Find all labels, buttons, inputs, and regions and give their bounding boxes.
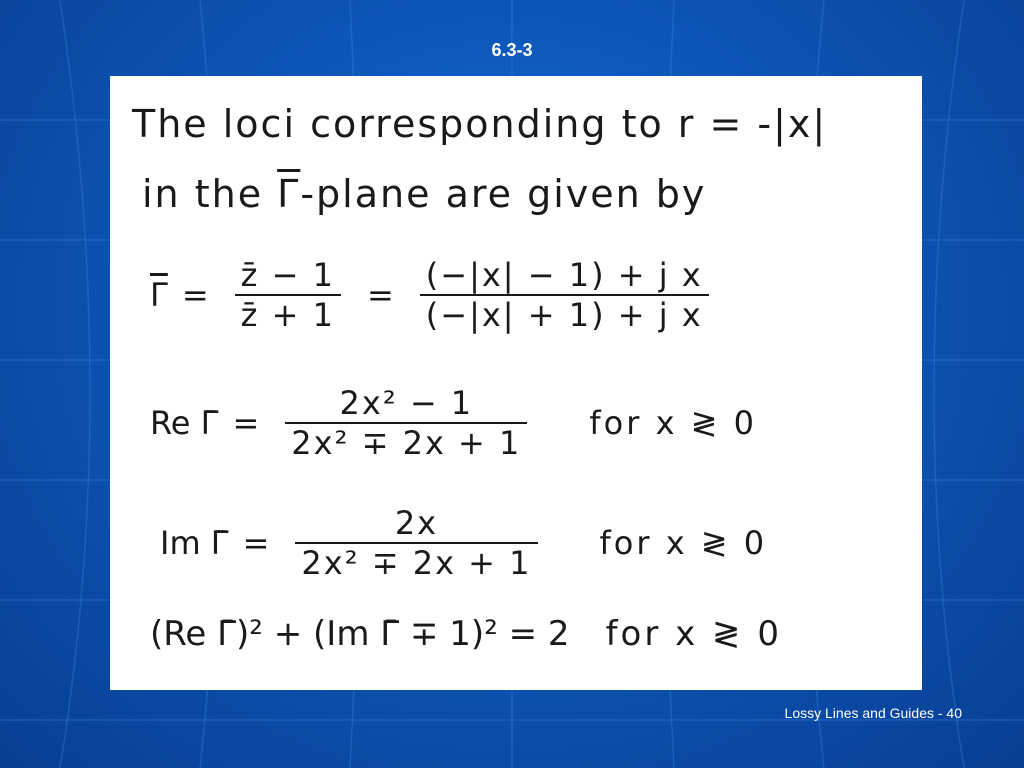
handwritten-notes-panel xyxy=(110,76,922,690)
slide-title: 6.3-3 xyxy=(491,40,533,60)
equation-circle xyxy=(150,614,782,654)
eq1-numerator-z: z̄ − 1 xyxy=(240,256,335,294)
eq1-lhs: $\overline{\Gamma}$ xyxy=(150,276,168,314)
text-line-loci: The loci corresponding to r = -|x| xyxy=(132,102,828,146)
eq2-lhs: Re Γ̄ xyxy=(150,404,219,442)
eq2-condition: for x ≷ 0 xyxy=(589,404,758,442)
eq3-condition: for x ≷ 0 xyxy=(599,524,768,562)
eq2-numerator: 2x² − 1 xyxy=(339,384,474,422)
eq1-equals: = xyxy=(181,276,209,314)
eq1-denominator-z: z̄ + 1 xyxy=(240,296,335,334)
eq2-fraction xyxy=(285,384,527,462)
eq1-numerator-x: (−|x| − 1) + j x xyxy=(425,256,703,294)
line2-prefix: in the xyxy=(142,172,278,216)
slide-footer: Lossy Lines and Guides - 40 xyxy=(784,705,962,721)
equation-real-part xyxy=(150,384,757,462)
eq1-denominator-x: (−|x| + 1) + j x xyxy=(425,296,703,334)
eq2-denominator: 2x² ∓ 2x + 1 xyxy=(291,424,522,462)
eq1-fraction-x xyxy=(420,256,709,334)
eq1-equals-2: = xyxy=(366,276,394,314)
eq3-denominator: 2x² ∓ 2x + 1 xyxy=(301,544,532,582)
eq1-fraction-z xyxy=(235,256,341,334)
line2-gamma: $\overline{\Gamma}$ xyxy=(277,172,301,216)
eq3-numerator: 2x xyxy=(394,504,439,542)
equation-imag-part xyxy=(160,504,767,582)
eq4-expression: (Re Γ̄)² + (Im Γ̄ ∓ 1)² = 2 xyxy=(150,614,570,654)
eq3-fraction xyxy=(295,504,537,582)
text-line-gamma-plane xyxy=(142,172,706,216)
line2-suffix: -plane are given by xyxy=(300,172,707,216)
eq4-condition: for x ≷ 0 xyxy=(605,614,782,654)
eq3-lhs: Im Γ̄ xyxy=(160,524,229,562)
eq3-equals: = xyxy=(242,524,270,562)
equation-gamma xyxy=(150,256,721,334)
eq2-equals: = xyxy=(232,404,260,442)
